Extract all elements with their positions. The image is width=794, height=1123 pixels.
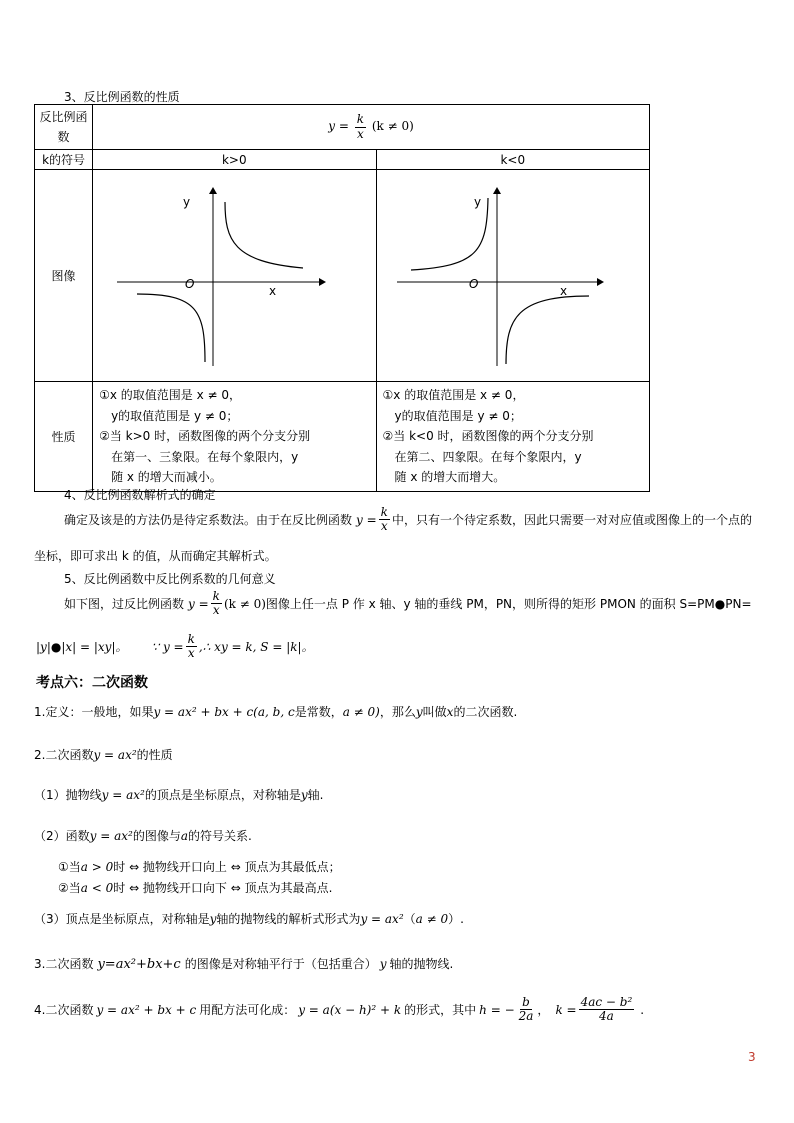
branch-fourth-quadrant: [506, 296, 589, 364]
property-2-2-case-1: ①当a > 0时 ⇔ 抛物线开口向上 ⇔ 顶点为其最低点；: [58, 860, 341, 874]
origin-label: O: [185, 277, 195, 291]
section-5-paragraph-line2: |y|●|x| = |xy|。 ∵ y = $\frac{k}{x}$ ,∴ xy = k, S = |k|。: [36, 632, 314, 661]
vertex-form-statement: 4.二次函数 y = ax² + bx + c 用配方法可化成： y = a(x − h)² + k 的形式，其中 h = − $\frac{b}{2a}$ ， k = $\frac{\text{4ac − b²}}{4a}$ .: [34, 995, 645, 1024]
table-row-properties: [35, 382, 650, 492]
quadratic-properties-heading: 2.二次函数y = ax²的性质: [34, 748, 173, 762]
property-2-2: （2）函数y = ax²的图像与a的符号关系.: [34, 829, 252, 843]
row-label-properties: 性质: [35, 382, 93, 492]
quadratic-definition: 1.定义：一般地，如果y = ax² + bx + c(a, b, c是常数，a ≠ 0)，那么y叫做x的二次函数.: [34, 705, 518, 719]
quadratic-graph-statement: 3.二次函数 y=ax²+bx+c 的图像是对称轴平行于（包括重合） y 轴的抛物线.: [34, 957, 454, 972]
inverse-function-properties-table: [34, 104, 650, 492]
hyperbola-graph-k-positive: [93, 170, 376, 378]
row-label-sign: k的符号: [35, 150, 93, 170]
x-axis-label: x: [269, 284, 277, 298]
graph-cell-positive: [93, 170, 376, 382]
section-4-paragraph-line1: 确定及该是的方法仍是待定系数法。由于在反比例函数 y = $\frac{k}{x}$ 中，只有一个待定系数，因此只需要一对对应值或图像上的一个点的: [64, 505, 752, 534]
property-2-2-case-2: ②当a < 0时 ⇔ 抛物线开口向下 ⇔ 顶点为其最高点.: [58, 881, 333, 895]
property-2-1: （1）抛物线y = ax²的顶点是坐标原点，对称轴是y轴.: [34, 788, 324, 802]
graph-cell-negative: [376, 170, 649, 382]
section-4-title: 4、反比例函数解析式的确定: [64, 488, 216, 502]
hyperbola-graph-k-negative: [377, 170, 650, 378]
properties-k-positive: ①x 的取值范围是 x ≠ 0， y的取值范围是 y ≠ 0； ②当 k>0 时，函数图像的两个分支分别 在第一、三象限。在每个象限内，y 随 x 的增大而减小。: [93, 382, 376, 492]
x-axis-label: x: [559, 284, 567, 298]
y-axis-label: y: [473, 195, 481, 209]
page-number: 3: [748, 1050, 756, 1064]
fraction-k-over-x: $\frac{k}{x}$: [356, 112, 365, 141]
section-4-paragraph-line2: 坐标，即可求出 k 的值，从而确定其解析式。: [34, 549, 277, 563]
property-2-3: （3）顶点是坐标原点，对称轴是y轴的抛物线的解析式形式为y = ax²（a ≠ 0）.: [34, 912, 464, 926]
k-negative-header: k<0: [376, 150, 649, 170]
branch-third-quadrant: [137, 294, 205, 362]
properties-k-negative: ①x 的取值范围是 x ≠ 0， y的取值范围是 y ≠ 0； ②当 k<0 时，函数图像的两个分支分别 在第二、四象限。在每个象限内，y 随 x 的增大而增大。: [376, 382, 649, 492]
table-row-sign: [35, 150, 650, 170]
y-axis-label: y: [183, 195, 191, 209]
table-row-formula: [35, 105, 650, 150]
row-label-function: 反比例函数: [35, 105, 93, 150]
branch-first-quadrant: [225, 202, 303, 268]
kaodian-6-heading: 考点六：二次函数: [36, 675, 148, 691]
section-5-paragraph-line1: 如下图，过反比例函数 y = $\frac{k}{x}$ (k ≠ 0) 图像上任一点 P 作 x 轴、y 轴的垂线 PM，PN，则所得的矩形 PMON 的面积 S=PM●PN=: [64, 589, 752, 618]
origin-label: O: [468, 277, 478, 291]
section-5-title: 5、反比例函数中反比例系数的几何意义: [64, 572, 276, 586]
k-positive-header: k>0: [93, 150, 376, 170]
row-label-graph: 图像: [35, 170, 93, 382]
formula-cell: y = $\frac{k}{x}$ (k ≠ 0): [93, 105, 650, 150]
table-row-graph: [35, 170, 650, 382]
section-3-title: 3、反比例函数的性质: [64, 90, 180, 104]
